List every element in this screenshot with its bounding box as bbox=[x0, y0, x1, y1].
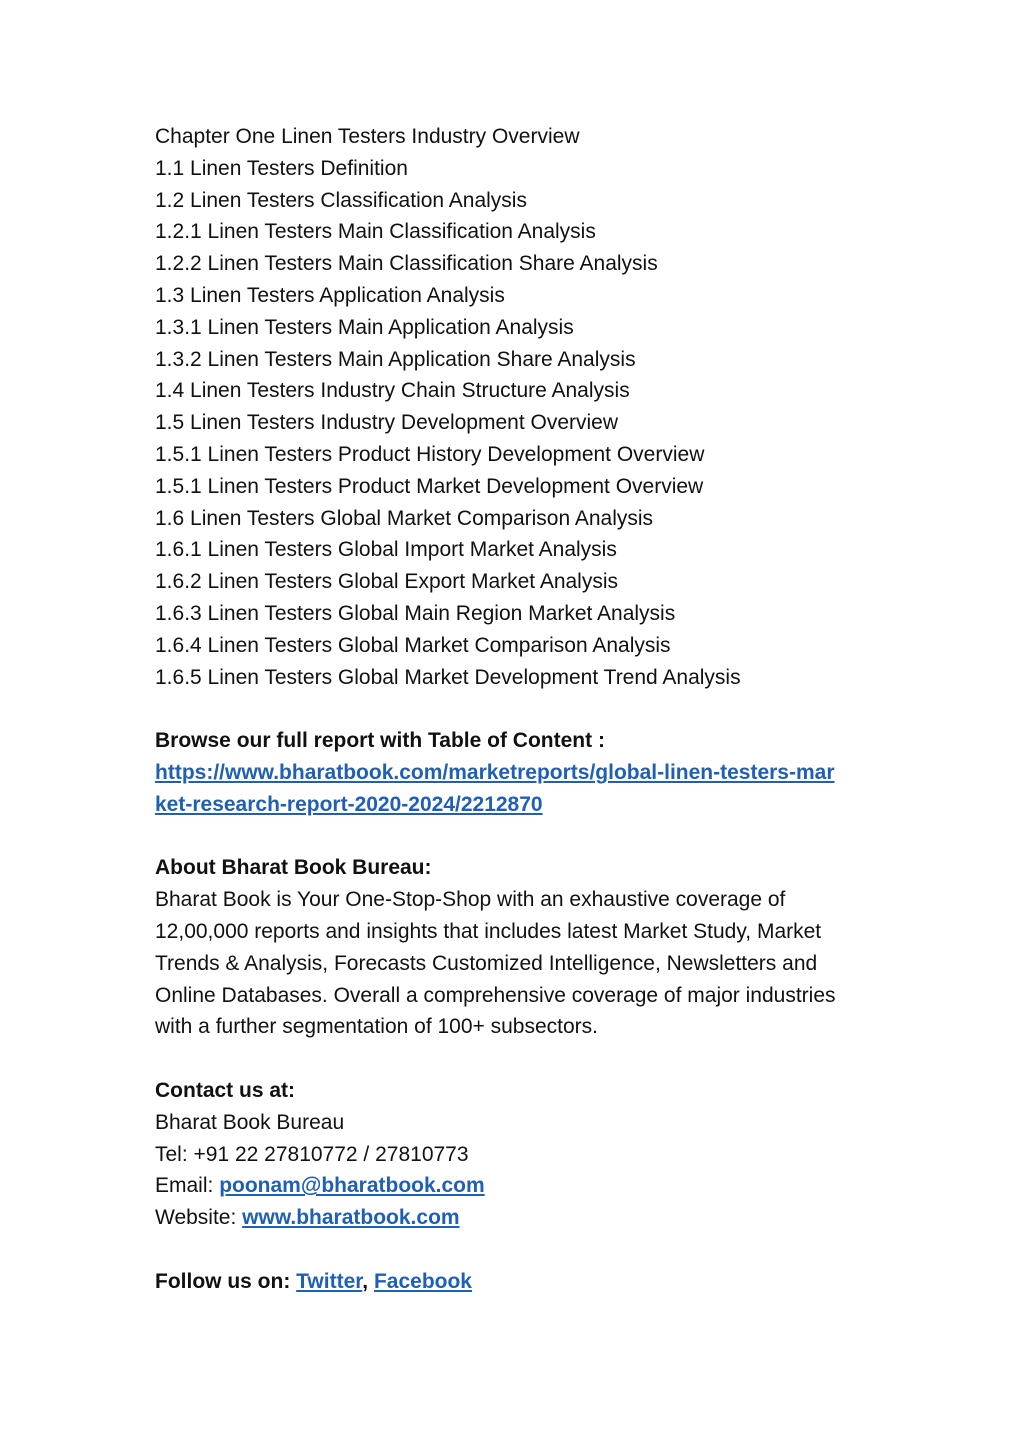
toc-item: 1.4 Linen Testers Industry Chain Structure Analysis bbox=[155, 379, 630, 403]
report-url-line bbox=[155, 789, 895, 821]
contact-section bbox=[155, 1075, 895, 1234]
toc-item: 1.3.2 Linen Testers Main Application Share Analysis bbox=[155, 347, 636, 371]
twitter-link[interactable]: Twitter bbox=[296, 1269, 363, 1293]
contact-heading: Contact us at: bbox=[155, 1078, 296, 1102]
about-text-line: with a further segmentation of 100+ subsectors. bbox=[155, 1015, 598, 1039]
spacer bbox=[155, 1234, 895, 1266]
follow-section bbox=[155, 1266, 895, 1298]
company-name: Bharat Book Bureau bbox=[155, 1110, 345, 1134]
website-link[interactable]: www.bharatbook.com bbox=[242, 1206, 460, 1230]
about-text-line: Trends & Analysis, Forecasts Customized Intelligence, Newsletters and bbox=[155, 951, 818, 975]
toc-item: 1.5.1 Linen Testers Product Market Development Overview bbox=[155, 474, 704, 498]
toc-item: 1.1 Linen Testers Definition bbox=[155, 156, 408, 180]
toc-item: 1.2 Linen Testers Classification Analysis bbox=[155, 188, 527, 212]
spacer bbox=[155, 693, 895, 725]
toc-item: 1.6 Linen Testers Global Market Comparison Analysis bbox=[155, 506, 654, 530]
about-text-line: Online Databases. Overall a comprehensive coverage of major industries bbox=[155, 983, 836, 1007]
about-heading: About Bharat Book Bureau: bbox=[155, 856, 432, 880]
toc-item: 1.2.2 Linen Testers Main Classification Share Analysis bbox=[155, 252, 658, 276]
toc-item: 1.2.1 Linen Testers Main Classification Analysis bbox=[155, 220, 596, 244]
toc-item: 1.6.2 Linen Testers Global Export Market Analysis bbox=[155, 570, 619, 594]
website-line bbox=[155, 1202, 895, 1234]
spacer bbox=[155, 821, 895, 853]
table-of-contents bbox=[155, 121, 895, 693]
follow-separator: , bbox=[362, 1269, 374, 1293]
toc-item: 1.3.1 Linen Testers Main Application Analysis bbox=[155, 315, 574, 339]
email-link[interactable]: poonam@bharatbook.com bbox=[219, 1174, 485, 1198]
email-label: Email: bbox=[155, 1174, 220, 1198]
toc-item: 1.6.3 Linen Testers Global Main Region Market Analysis bbox=[155, 601, 676, 625]
about-text-line: Bharat Book is Your One-Stop-Shop with an exhaustive coverage of bbox=[155, 888, 786, 912]
toc-item: 1.5.1 Linen Testers Product History Development Overview bbox=[155, 442, 705, 466]
about-text-line: 12,00,000 reports and insights that includes latest Market Study, Market bbox=[155, 919, 822, 943]
toc-item: Chapter One Linen Testers Industry Overview bbox=[155, 125, 580, 148]
email-line bbox=[155, 1170, 895, 1202]
report-url-link-continued[interactable]: ket-research-report-2020-2024/2212870 bbox=[155, 792, 543, 816]
browse-heading: Browse our full report with Table of Content : bbox=[155, 729, 605, 753]
telephone: Tel: +91 22 27810772 / 27810773 bbox=[155, 1142, 469, 1166]
website-label: Website: bbox=[155, 1206, 243, 1230]
toc-item: 1.6.1 Linen Testers Global Import Market Analysis bbox=[155, 538, 617, 562]
document-page bbox=[155, 121, 895, 1297]
toc-item: 1.6.4 Linen Testers Global Market Comparison Analysis bbox=[155, 633, 671, 657]
browse-section bbox=[155, 725, 895, 820]
toc-item: 1.6.5 Linen Testers Global Market Development Trend Analysis bbox=[155, 665, 741, 689]
toc-item: 1.5 Linen Testers Industry Development Overview bbox=[155, 411, 619, 435]
about-section bbox=[155, 852, 895, 1043]
report-url-link[interactable]: https://www.bharatbook.com/marketreports/global-linen-testers-mar bbox=[155, 760, 835, 784]
facebook-link[interactable]: Facebook bbox=[373, 1269, 472, 1293]
report-url-line bbox=[155, 757, 895, 789]
spacer bbox=[155, 1043, 895, 1075]
toc-item: 1.3 Linen Testers Application Analysis bbox=[155, 283, 505, 307]
follow-line bbox=[155, 1266, 895, 1298]
follow-label: Follow us on: bbox=[155, 1269, 297, 1293]
